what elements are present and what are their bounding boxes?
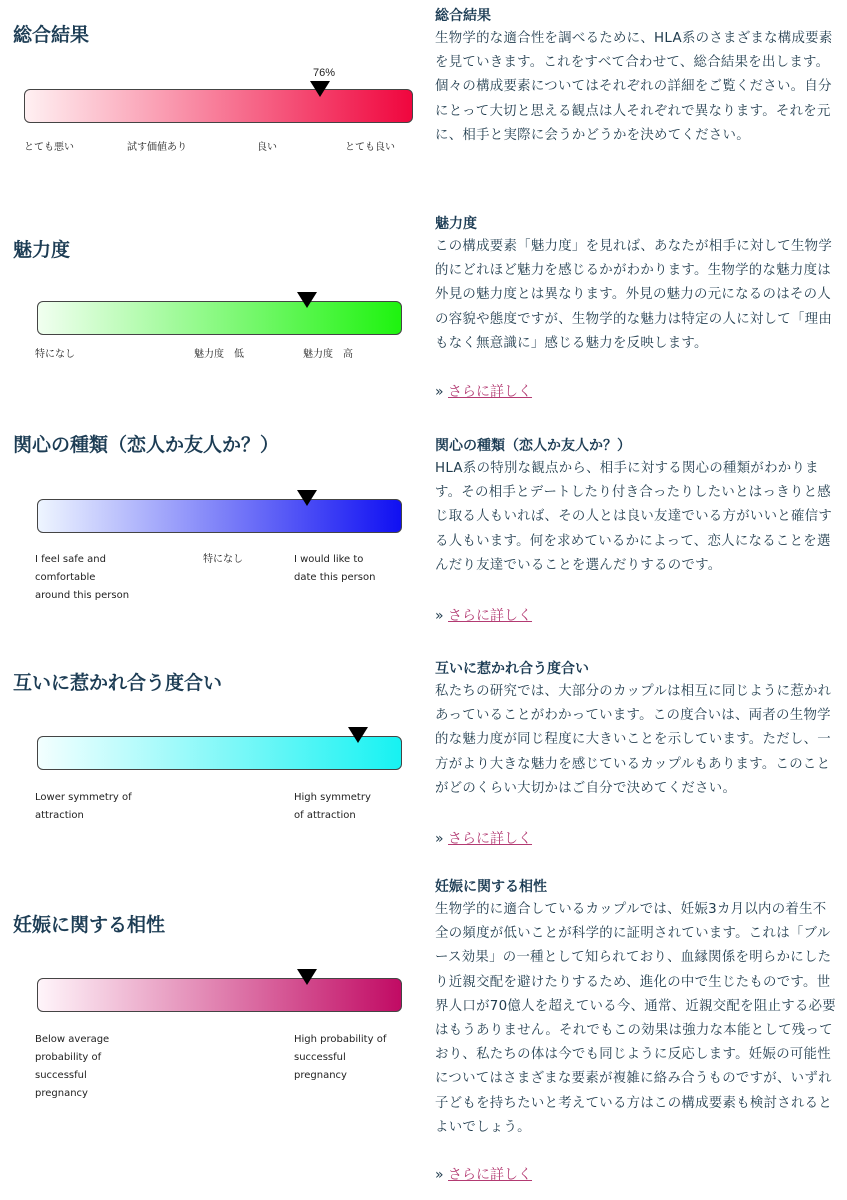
overall-label-very-bad: とても悪い [24,142,74,153]
overall-heading: 総合結果 [435,8,491,24]
interest-type-label-neutral: 特になし [203,554,243,565]
interest-type-meter [37,499,402,533]
attraction-more-link[interactable]: さらに詳しく [448,384,533,400]
mutual-attraction-description: 私たちの研究では、大部分のカップルは相互に同じように惹かれあっていることがわかっています。この度合いは、両者の生物学的な魅力度が同じ程度に大きいことを示しています。ただし、一方がより大きな魅力を感じているカップルもあります。このことがどのくらい大切かはご自分で決めてください。 [435,684,832,796]
mutual-attraction-more-link[interactable]: さらに詳しく [448,831,533,847]
section-title-attraction: 魅力度 [13,239,71,261]
overall-percent-label: 76% [313,67,336,79]
attraction-more [435,381,532,401]
section-title-pregnancy: 妊娠に関する相性 [13,914,166,936]
interest-type-pointer [297,490,317,506]
interest-type-heading: 関心の種類（恋人か友人か？） [435,438,631,454]
overall-description: 生物学的な適合性を調べるために、HLA系のさまざまな構成要素を見ていきます。これをすべて合わせて、総合結果を出します。個々の構成要素についてはそれぞれの詳細をご覧ください。自分にとって大切と思える観点は人それぞれで異なります。それを元に、相手と実際に会うかどうかを決めてください。 [435,31,833,143]
pregnancy-pointer [297,969,317,985]
interest-type-more [435,605,532,625]
interest-type-description: HLA系の特別な観点から、相手に対する関心の種類がわかります。その相手とデートしたり付き合ったりしたいとはっきりと感じ取る人もいれば、その人とは良い友達でいる方がいいと確信する人もいます。何を求めているかによって、恋人になることを選んだり友達でいることを選んだりするのです。 [435,461,833,573]
attraction-label-high: 魅力度 高 [303,349,353,360]
section-title-mutual-attraction: 互いに惹かれ合う度合い [13,672,223,694]
overall-meter [24,89,413,123]
pregnancy-meter [37,978,402,1012]
mutual-attraction-pointer [348,727,368,743]
mutual-attraction-label-high: High symmetry of attraction [294,792,371,821]
pregnancy-more-prefix: » [435,1167,449,1183]
attraction-pointer [297,292,317,308]
pregnancy-heading: 妊娠に関する相性 [435,879,547,895]
pregnancy-more-link[interactable]: さらに詳しく [448,1167,533,1183]
attraction-more-prefix: » [435,384,449,400]
attraction-meter [37,301,402,335]
attraction-label-low: 魅力度 低 [194,349,244,360]
section-title-interest-type: 関心の種類（恋人か友人か？） [13,434,280,456]
mutual-attraction-label-low: Lower symmetry of attraction [35,792,132,821]
overall-pointer [310,81,330,97]
mutual-attraction-more [435,828,532,848]
interest-type-label-date: I would like to date this person [294,554,376,583]
pregnancy-description: 生物学的に適合しているカップルでは、妊娠3カ月以内の着生不全の頻度が低いことが科学的に証明されています。これは「ブルース効果」の一種として知られており、血縁関係を明らかにしたり近親交配を避けたりするため、進化の中で生じたものです。世界人口が70億人を超えている今、通常、近親交配を阻止する必要はもうありません。それでもこの効果は強力な本能として残っており、私たちの体は今でも同じように反応します。妊娠の可能性についてはさまざまな要素が複雑に絡み合うものですが、いずれ子どもを持ちたいと考えている方はこの構成要素も検討されるとよいでしょう。 [435,902,836,1135]
pregnancy-more [435,1164,532,1184]
attraction-heading: 魅力度 [435,216,477,232]
section-title-overall: 総合結果 [13,24,90,46]
overall-label-good: 良い [257,142,277,153]
interest-type-label-friend: I feel safe and comfortable around this person [35,554,130,601]
interest-type-more-link[interactable]: さらに詳しく [448,608,533,624]
attraction-description: この構成要素「魅力度」を見れば、あなたが相手に対して生物学的にどれほど魅力を感じるかがわかります。生物学的な魅力度は外見の魅力度とは異なります。外見の魅力の元になるのはその人の容貌や態度ですが、生物学的な魅力は特定の人に対して「理由もなく無意識に」感じる魅力を反映します。 [435,239,833,351]
mutual-attraction-heading: 互いに惹かれ合う度合い [435,661,589,677]
interest-type-more-prefix: » [435,608,449,624]
pregnancy-label-high: High probability of successful pregnancy [294,1034,387,1081]
attraction-label-none: 特になし [35,349,75,360]
mutual-attraction-more-prefix: » [435,831,449,847]
overall-label-very-good: とても良い [345,142,395,153]
overall-label-worth-trying: 試す価値あり [127,142,187,153]
pregnancy-label-low: Below average probability of successful pregnancy [35,1034,110,1099]
